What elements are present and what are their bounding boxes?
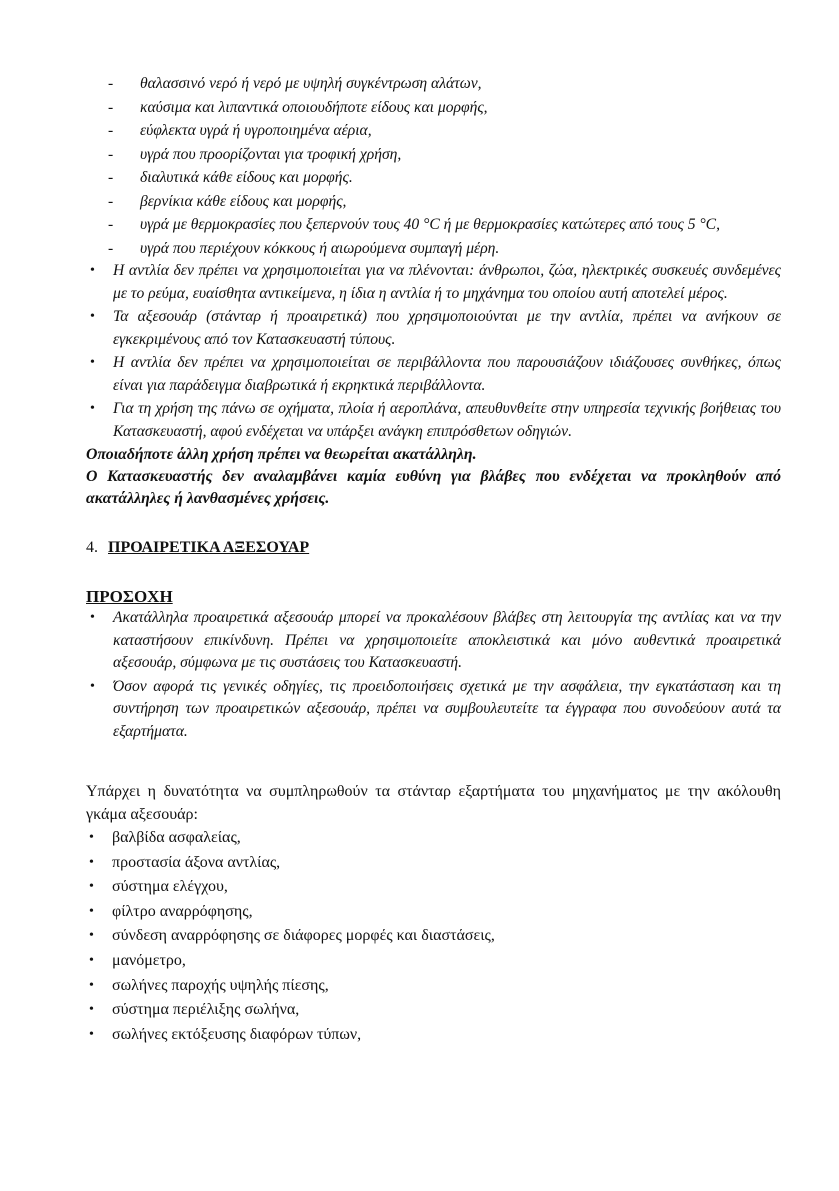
caution-list xyxy=(86,607,781,743)
list-item: - υγρά που προορίζονται για τροφική χρήση, xyxy=(86,143,781,167)
list-item: - υγρά που περιέχουν κόκκους ή αιωρούμενα συμπαγή μέρη. xyxy=(86,237,781,261)
list-item: • σύστημα ελέγχου, xyxy=(86,875,781,900)
list-item: • σύστημα περιέλιξης σωλήνα, xyxy=(86,998,781,1023)
list-item: • σωλήνες παροχής υψηλής πίεσης, xyxy=(86,974,781,999)
caution-heading: ΠΡΟΣΟΧΗ xyxy=(86,587,173,606)
list-item: - καύσιμα και λιπαντικά οποιουδήποτε είδους και μορφής, xyxy=(86,96,781,120)
accessories-intro: Υπάρχει η δυνατότητα να συμπληρωθούν τα στάνταρ εξαρτήματα του μηχανήματος με την ακόλουθη γκάμα αξεσουάρ: xyxy=(86,783,781,823)
section-heading xyxy=(86,539,781,557)
list-item: - υγρά με θερμοκρασίες που ξεπερνούν τους 40 °C ή με θερμοκρασίες κατώτερες από τους 5 °C, xyxy=(86,213,781,237)
list-item: • σωλήνες εκτόξευσης διαφόρων τύπων, xyxy=(86,1023,781,1048)
list-item: • Η αντλία δεν πρέπει να χρησιμοποιείται για να πλένονται: άνθρωποι, ζώα, ηλεκτρικές συσκευές συνδεμένες με το ρεύμα, ευαίσθητα αντικείμενα, η ίδια η αντλία ή το μηχάνημα του οποίου αυτή αποτελεί μέρος. xyxy=(86,260,781,305)
usage-restrictions-list xyxy=(86,260,781,443)
section-number: 4. xyxy=(86,539,98,556)
list-item: - διαλυτικά κάθε είδους και μορφής. xyxy=(86,166,781,190)
list-item: • Ακατάλληλα προαιρετικά αξεσουάρ μπορεί να προκαλέσουν βλάβες στη λειτουργία της αντλίας και να την καταστήσουν επικίνδυνη. Πρέπει να χρησιμοποιείτε αποκλειστικά και μόνο αυθεντικά προαιρετικά αξεσουάρ, σύμφωνα με τις συστάσεις του Κατασκευαστή. xyxy=(86,607,781,675)
section-title: ΠΡΟΑΙΡΕΤΙΚΑ ΑΞΕΣΟΥΑΡ xyxy=(108,539,310,556)
unsuitable-liquids-list xyxy=(86,72,781,260)
list-item: • προστασία άξονα αντλίας, xyxy=(86,851,781,876)
list-item: - εύφλεκτα υγρά ή υγροποιημένα αέρια, xyxy=(86,119,781,143)
list-item: • φίλτρο αναρρόφησης, xyxy=(86,900,781,925)
list-item: • Για τη χρήση της πάνω σε οχήματα, πλοία ή αεροπλάνα, απευθυνθείτε στην υπηρεσία τεχνικής βοήθειας του Κατασκευαστή, αφού ενδέχεται να υπάρξει ανάγκη επιπρόσθετων οδηγιών. xyxy=(86,398,781,443)
list-item: • σύνδεση αναρρόφησης σε διάφορες μορφές και διαστάσεις, xyxy=(86,924,781,949)
list-item: • Όσον αφορά τις γενικές οδηγίες, τις προειδοποιήσεις σχετικά με την ασφάλεια, την εγκατάσταση και τη συντήρηση των προαιρετικών αξεσουάρ, πρέπει να συμβουλευτείτε τα έγγραφα που συνοδεύουν αυτά τα εξαρτήματα. xyxy=(86,676,781,744)
list-item: - βερνίκια κάθε είδους και μορφής, xyxy=(86,190,781,214)
list-item: • μανόμετρο, xyxy=(86,949,781,974)
liability-disclaimer: Ο Κατασκευαστής δεν αναλαμβάνει καμία ευθύνη για βλάβες που ενδέχεται να προκληθούν από ακατάλληλες ή λανθασμένες χρήσεις. xyxy=(86,468,781,507)
list-item: - θαλασσινό νερό ή νερό με υψηλή συγκέντρωση αλάτων, xyxy=(86,72,781,96)
list-item: • Τα αξεσουάρ (στάνταρ ή προαιρετικά) που χρησιμοποιούνται με την αντλία, πρέπει να ανήκουν σε εγκεκριμένους από τον Κατασκευαστή τύπους. xyxy=(86,306,781,351)
accessories-list xyxy=(86,826,781,1047)
list-item: • βαλβίδα ασφαλείας, xyxy=(86,826,781,851)
improper-use-warning: Οποιαδήποτε άλλη χρήση πρέπει να θεωρείται ακατάλληλη. xyxy=(86,446,477,463)
list-item: • Η αντλία δεν πρέπει να χρησιμοποιείται σε περιβάλλοντα που παρουσιάζουν ιδιάζουσες συνθήκες, όπως είναι για παράδειγμα διαβρωτικά ή εκρηκτικά περιβάλλοντα. xyxy=(86,352,781,397)
